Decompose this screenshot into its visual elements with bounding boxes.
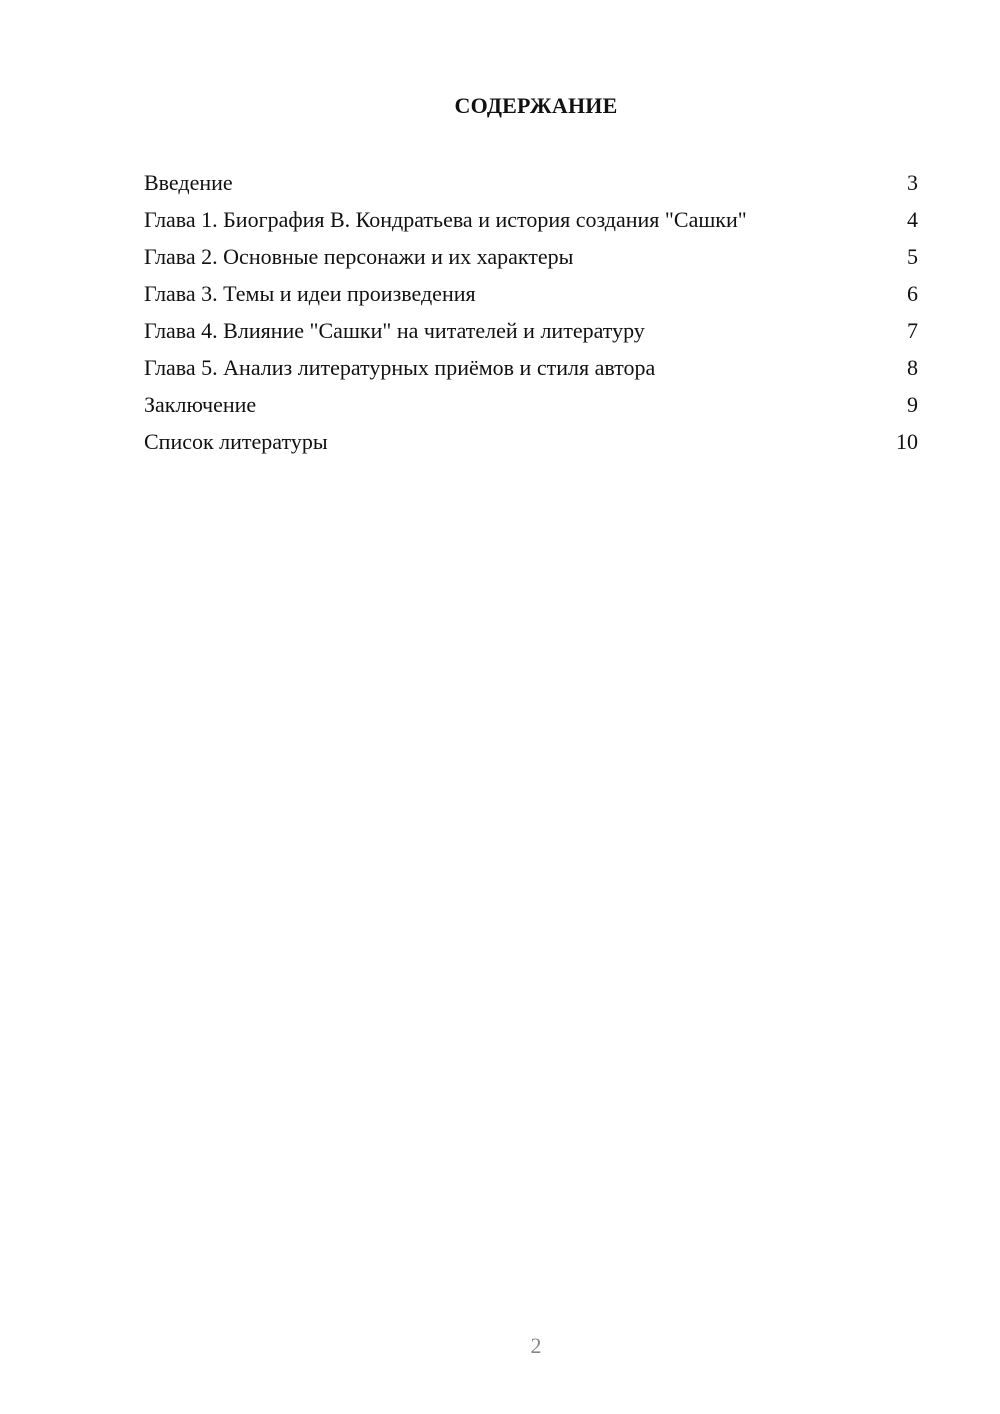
toc-entry-chapter-3 (144, 280, 918, 307)
toc-entry-page: 7 (907, 318, 918, 343)
toc-entry-label: Список литературы (144, 429, 328, 454)
toc-entry-bibliography (144, 428, 918, 455)
toc-entry-label: Введение (144, 170, 233, 195)
toc-entry-label: Заключение (144, 392, 257, 417)
table-of-contents (144, 169, 918, 465)
toc-entry-page: 8 (907, 355, 918, 380)
page-title: СОДЕРЖАНИЕ (454, 93, 618, 118)
toc-entry-page: 10 (896, 429, 918, 454)
page-number: 2 (530, 1333, 542, 1358)
toc-entry-page: 3 (907, 170, 918, 195)
toc-entry-conclusion (144, 391, 918, 418)
toc-entry-chapter-2 (144, 243, 918, 270)
toc-entry-label: Глава 5. Анализ литературных приёмов и стиля автора (144, 355, 656, 380)
toc-entry-label: Глава 3. Темы и идеи произведения (144, 281, 476, 306)
toc-entry-introduction (144, 169, 918, 196)
toc-entry-label: Глава 1. Биография В. Кондратьева и история создания "Сашки" (144, 207, 747, 232)
toc-entry-page: 5 (907, 244, 918, 269)
toc-entry-label: Глава 2. Основные персонажи и их характеры (144, 244, 574, 269)
toc-entry-chapter-4 (144, 317, 918, 344)
toc-entry-label: Глава 4. Влияние "Сашки" на читателей и литературу (144, 318, 645, 343)
toc-entry-page: 4 (907, 207, 918, 232)
toc-entry-page: 6 (907, 281, 918, 306)
toc-entry-chapter-5 (144, 354, 918, 381)
toc-entry-chapter-1 (144, 206, 918, 233)
toc-entry-page: 9 (907, 392, 918, 417)
